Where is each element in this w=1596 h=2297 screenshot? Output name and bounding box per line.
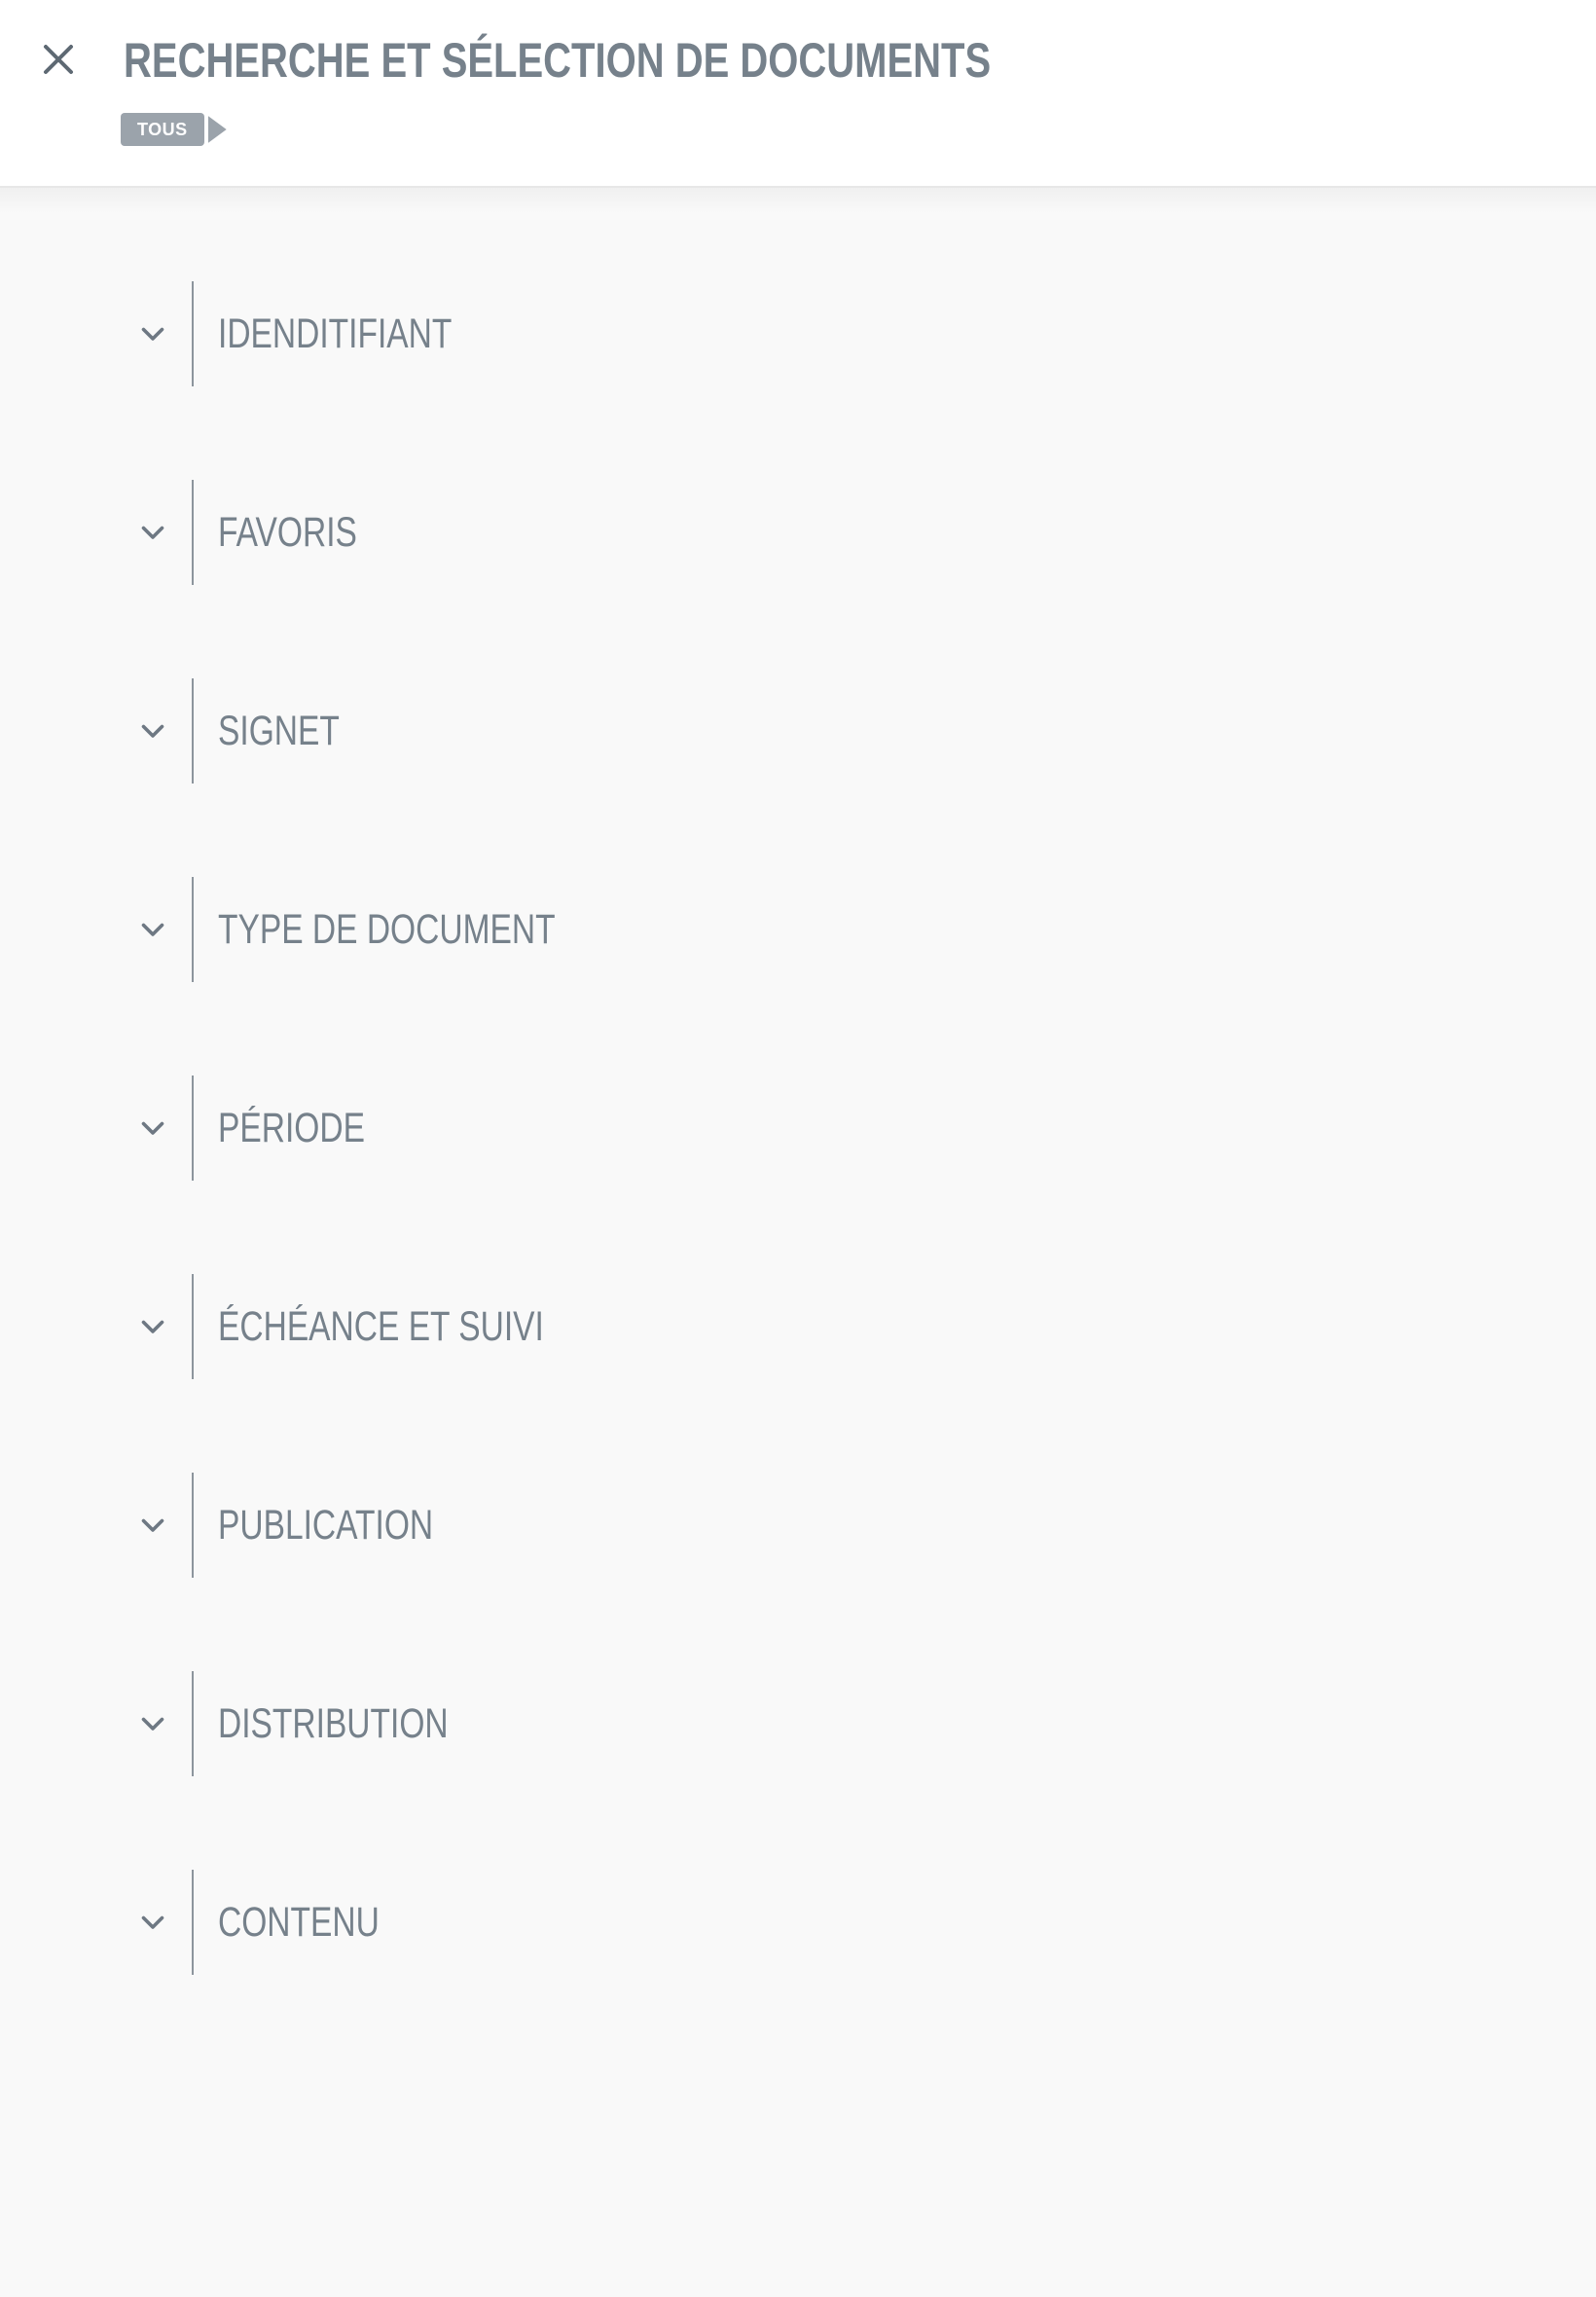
vertical-divider bbox=[192, 281, 194, 386]
section-contenu[interactable] bbox=[0, 1823, 1596, 2022]
vertical-divider bbox=[192, 877, 194, 982]
page-title: RECHERCHE ET SÉLECTION DE DOCUMENTS bbox=[124, 33, 992, 88]
filter-badge-tous[interactable] bbox=[121, 113, 204, 146]
vertical-divider bbox=[192, 1274, 194, 1379]
section-label: PÉRIODE bbox=[218, 1105, 365, 1151]
section-publication[interactable] bbox=[0, 1426, 1596, 1624]
chevron-down-icon bbox=[141, 724, 164, 739]
section-signet[interactable] bbox=[0, 632, 1596, 830]
vertical-divider bbox=[192, 1076, 194, 1181]
vertical-divider bbox=[192, 678, 194, 784]
filter-badge-row bbox=[121, 113, 227, 146]
section-distribution[interactable] bbox=[0, 1624, 1596, 1823]
section-label: FAVORIS bbox=[218, 509, 357, 556]
vertical-divider bbox=[192, 1671, 194, 1776]
section-label: DISTRIBUTION bbox=[218, 1700, 449, 1747]
badge-arrow-icon bbox=[208, 116, 227, 143]
section-label: SIGNET bbox=[218, 708, 340, 754]
section-label: PUBLICATION bbox=[218, 1502, 434, 1549]
search-filters-panel bbox=[0, 188, 1596, 2295]
section-label: ÉCHÉANCE ET SUIVI bbox=[218, 1303, 544, 1350]
close-button[interactable] bbox=[40, 41, 77, 78]
close-icon bbox=[42, 43, 75, 76]
vertical-divider bbox=[192, 1473, 194, 1578]
chevron-down-icon bbox=[141, 923, 164, 937]
chevron-down-icon bbox=[141, 1518, 164, 1533]
chevron-down-icon bbox=[141, 1915, 164, 1930]
chevron-down-icon bbox=[141, 526, 164, 540]
section-identifiant[interactable] bbox=[0, 235, 1596, 433]
chevron-down-icon bbox=[141, 1320, 164, 1334]
filter-badge-label: TOUS bbox=[137, 119, 188, 139]
section-type-de-document[interactable] bbox=[0, 830, 1596, 1029]
header bbox=[0, 0, 1596, 188]
chevron-down-icon bbox=[141, 327, 164, 342]
section-label: IDENDITIFIANT bbox=[218, 310, 453, 357]
vertical-divider bbox=[192, 1870, 194, 1975]
section-favoris[interactable] bbox=[0, 433, 1596, 632]
section-echeance-et-suivi[interactable] bbox=[0, 1227, 1596, 1426]
vertical-divider bbox=[192, 480, 194, 585]
section-label: CONTENU bbox=[218, 1899, 380, 1946]
section-label: TYPE DE DOCUMENT bbox=[218, 906, 556, 953]
section-list bbox=[0, 188, 1596, 2022]
chevron-down-icon bbox=[141, 1121, 164, 1136]
chevron-down-icon bbox=[141, 1717, 164, 1732]
section-periode[interactable] bbox=[0, 1029, 1596, 1227]
